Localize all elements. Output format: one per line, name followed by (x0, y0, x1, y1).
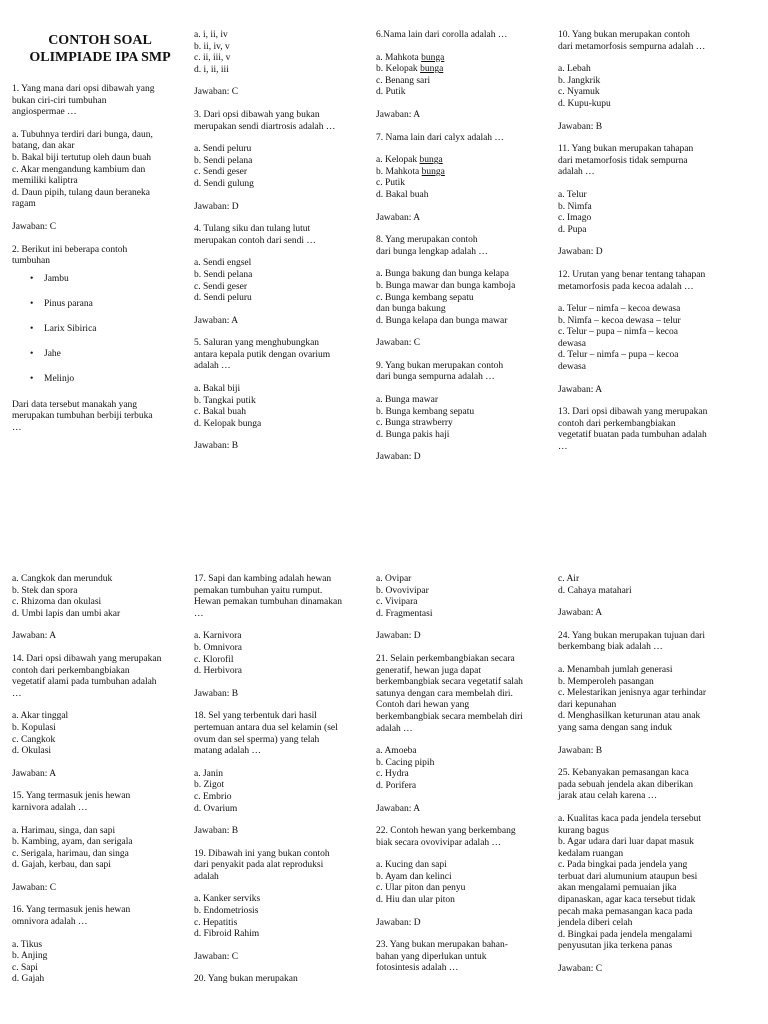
option: c. Benang sari (376, 75, 431, 86)
question-stem: 16. Yang termasuk jenis hewan (12, 905, 131, 916)
question-stem: angiospermae … (12, 107, 77, 118)
option: b. Bakal biji tertutup oleh daun buah (12, 152, 152, 163)
option: pecah maka pemasangan kaca pada (558, 906, 693, 917)
question-2 (12, 245, 188, 435)
option: a. Lebah (558, 64, 591, 75)
question-stem: satunya dengan cara membelah diri. (376, 688, 513, 699)
option: b. ii, iv, v (194, 41, 230, 52)
question-stem: 15. Yang termasuk jenis hewan (12, 791, 131, 802)
option: d. Fragmentasi (376, 608, 433, 619)
question-stem: 7. Nama lain dari calyx adalah … (376, 132, 504, 143)
option: d. Cahaya matahari (558, 585, 632, 596)
option: c. Sendi geser (194, 167, 248, 178)
column-4 (558, 574, 734, 976)
question-11 (558, 144, 734, 270)
option-text: b. Mahkota (376, 166, 422, 177)
question-stem: 23. Yang bukan merupakan bahan- (376, 940, 508, 951)
option: kurang bagus (558, 825, 609, 836)
option: a. Bakal biji (194, 384, 241, 395)
option: b. Cacing pipih (376, 757, 435, 768)
answer: Jawaban: A (558, 384, 603, 395)
question-15 (12, 791, 188, 905)
option: b. Nimfa (558, 201, 592, 212)
question-stem: fotosintesis adalah … (376, 963, 459, 974)
question-stem: bukan ciri-ciri tumbuhan (12, 95, 107, 106)
option: c. Embrio (194, 791, 232, 802)
option: c. Ular piton dan penyu (376, 883, 466, 894)
option: a. Amoeba (376, 746, 417, 757)
question-2-options (194, 30, 370, 110)
question-7 (376, 133, 552, 236)
answer: Jawaban: C (558, 964, 603, 975)
option: b. Zigot (194, 780, 225, 791)
question-stem: 4. Tulang siku dan tulang lutut (194, 224, 311, 235)
question-stem: 2. Berikut ini beberapa contoh (12, 244, 128, 255)
option: c. Nyamuk (558, 87, 600, 98)
option: a. Tubuhnya terdiri dari bunga, daun, (12, 129, 153, 140)
option: dan bunga bakung (376, 304, 446, 315)
option: b. Sendi pelana (194, 269, 253, 280)
option: terbuat dari alumunium ataupun besi (558, 871, 698, 882)
option: b. Bunga mawar dan bunga kamboja (376, 280, 516, 291)
question-23 (376, 940, 552, 975)
answer: Jawaban: A (376, 803, 421, 814)
question-stem: contoh dari perkembangbiakan (12, 665, 130, 676)
question-stem: Hewan pemakan tumbuhan dinamakan (194, 597, 342, 608)
option: d. Porifera (376, 780, 417, 791)
option: b. Ayam dan kelinci (376, 871, 452, 882)
option: b. Omnivora (194, 642, 243, 653)
question-5 (194, 338, 370, 453)
question-stem: 3. Dari opsi dibawah yang bukan (194, 109, 320, 120)
question-9 (376, 361, 552, 464)
question-stem: metamorfosis pada kecoa adalah … (558, 281, 694, 292)
option: d. Kelopak bunga (194, 418, 262, 429)
option: c. Klorofil (194, 654, 234, 665)
question-20-options (376, 574, 552, 654)
option: ragam (12, 199, 36, 210)
question-16 (12, 905, 188, 986)
question-24 (558, 631, 734, 768)
option: d. Putik (376, 87, 406, 98)
option: c. Cangkok (12, 734, 56, 745)
option: c. ii, iii, v (194, 53, 231, 64)
question-stem: 13. Dari opsi dibawah yang merupakan (558, 407, 708, 418)
option: d. Daun pipih, tulang daun beraneka (12, 187, 150, 198)
question-stem: 6.Nama lain dari corolla adalah … (376, 30, 508, 40)
question-stem: omnivora adalah … (12, 917, 88, 928)
option: d. Kupu-kupu (558, 98, 611, 109)
question-stem: … (12, 688, 22, 699)
question-stem: antara kepala putik dengan ovarium (194, 349, 331, 360)
question-stem: berkembang biak adalah … (558, 642, 663, 653)
option (376, 53, 552, 65)
option: a. Bunga bakung dan bunga kelapa (376, 269, 509, 280)
question-stem: bahan yang diperlukan untuk (376, 951, 487, 962)
question-stem: 14. Dari opsi dibawah yang merupakan (12, 653, 162, 664)
option: a. Kucing dan sapi (376, 860, 447, 871)
answer: Jawaban: A (376, 212, 421, 223)
question-stem: 24. Yang bukan merupakan tujuan dari (558, 630, 705, 641)
option: akan mengalami pemuaian jika (558, 883, 677, 894)
option: b. Ovovivipar (376, 585, 429, 596)
question-stem: 20. Yang bukan merupakan (194, 974, 298, 985)
answer: Jawaban: B (194, 441, 239, 452)
question-1 (12, 84, 188, 245)
option-text: a. Mahkota (376, 52, 422, 63)
question-stem: vegetatif buatan pada tumbuhan adalah (558, 430, 707, 441)
answer: Jawaban: D (376, 917, 421, 928)
underlined-word: bunga (421, 52, 445, 63)
answer: Jawaban: C (376, 338, 421, 349)
bullet-item: • Melinjo (32, 374, 188, 386)
question-stem: berkembangbiak secara membelah diri (376, 711, 523, 722)
column-2 (194, 574, 370, 986)
answer: Jawaban: B (194, 826, 239, 837)
option: a. Bunga mawar (376, 395, 438, 406)
question-stem: pertemuan antara dua sel kelamin (sel (194, 722, 338, 733)
question-stem: dari bunga lengkap adalah … (376, 246, 488, 257)
option: c. Pada bingkai pada jendela yang (558, 860, 688, 871)
option: d. Menghasilkan keturunan atau anak (558, 711, 701, 722)
question-stem: … (12, 422, 22, 433)
column-1 (12, 30, 188, 434)
question-stem: 21. Selain perkembangbiakan secara (376, 653, 515, 664)
question-stem: ovum dan sel sperma) yang telah (194, 734, 320, 745)
option: b. Jangkrik (558, 75, 601, 86)
option (376, 64, 552, 76)
question-stem: contoh dari perkembangbiakan (558, 418, 676, 429)
option: d. Bingkai pada jendela mengalami (558, 929, 693, 940)
question-stem: pada sebuah jendela akan diberikan (558, 779, 694, 790)
question-19 (194, 849, 370, 975)
question-13-options (12, 574, 188, 654)
question-13 (558, 407, 734, 453)
question-stem: 1. Yang mana dari opsi dibawah yang (12, 84, 155, 94)
answer: Jawaban: D (558, 247, 603, 258)
option: a. Karnivora (194, 631, 242, 642)
answer: Jawaban: C (12, 882, 57, 893)
option: dipanaskan, agar kaca tersebut tidak (558, 895, 696, 906)
question-stem: Dari data tersebut manakah yang (12, 399, 138, 410)
answer: Jawaban: A (376, 109, 421, 120)
question-stem: 5. Saluran yang menghubungkan (194, 338, 320, 349)
option: a. Menambah jumlah generasi (558, 664, 673, 675)
option: b. Bunga kembang sepatu (376, 406, 475, 417)
option: dari kepunahan (558, 699, 617, 710)
question-stem: 11. Yang bukan merupakan tahapan (558, 144, 694, 155)
option: d. Bunga pakis haji (376, 429, 450, 440)
option: c. Putik (376, 178, 406, 189)
question-25 (558, 768, 734, 976)
column-3 (376, 574, 552, 975)
question-14 (12, 654, 188, 791)
question-stem: matang adalah … (194, 746, 262, 757)
question-stem: 10. Yang bukan merupakan contoh (558, 30, 690, 40)
option: c. Telur – pupa – nimfa – kecoa (558, 327, 678, 338)
option: a. Telur (558, 189, 587, 200)
option: c. Akar mengandung kambium dan (12, 164, 146, 175)
option: b. Endometriosis (194, 906, 259, 917)
question-stem: generatif, hewan juga dapat (376, 665, 481, 676)
option: b. Sendi pelana (194, 155, 253, 166)
option (376, 167, 552, 179)
question-stem: 18. Sel yang terbentuk dari hasil (194, 711, 317, 722)
option: a. Akar tinggal (12, 711, 69, 722)
answer: Jawaban: C (12, 221, 57, 232)
question-stem: adalah … (558, 167, 595, 178)
column-3 (376, 30, 552, 464)
option: d. Okulasi (12, 746, 52, 757)
title-line: OLIMPIADE IPA SMP (29, 50, 171, 65)
option: d. Umbi lapis dan umbi akar (12, 608, 121, 619)
option: penyusutan jika terkena panas (558, 941, 673, 952)
option: c. Sendi geser (194, 281, 248, 292)
question-stem: Contoh dari hewan yang (376, 700, 470, 711)
question-8 (376, 235, 552, 361)
option: batang, dan akar (12, 141, 75, 152)
question-stem: dari bunga sempurna adalah … (376, 372, 495, 383)
option: b. Tangkai putik (194, 395, 256, 406)
question-stem: adalah (194, 871, 219, 882)
option: d. Gajah, kerbau, dan sapi (12, 860, 111, 871)
question-stem: adalah … (194, 361, 231, 372)
option: a. Cangkok dan merunduk (12, 574, 113, 584)
option: yang sama dengan sang induk (558, 722, 672, 733)
option: a. i, ii, iv (194, 30, 228, 40)
option: b. Nimfa – kecoa dewasa – telur (558, 315, 681, 326)
option: a. Telur – nimfa – kecoa dewasa (558, 304, 681, 315)
option: c. Air (558, 574, 580, 584)
option: a. Sendi peluru (194, 144, 252, 155)
option: dewasa (558, 362, 586, 373)
question-stem: 8. Yang merupakan contoh (376, 235, 478, 246)
question-stem: … (558, 442, 568, 453)
option: c. Rhizoma dan okulasi (12, 597, 102, 608)
option: d. Herbivora (194, 666, 243, 677)
option: d. Sendi gulung (194, 178, 254, 189)
option: a. Kualitas kaca pada jendela tersebut (558, 813, 701, 824)
option: d. Fibroid Rahim (194, 929, 260, 940)
answer: Jawaban: C (194, 87, 239, 98)
question-stem: … (194, 608, 204, 619)
option: c. Serigala, harimau, dan singa (12, 848, 129, 859)
option: b. Kopulasi (12, 722, 56, 733)
question-stem: tumbuhan (12, 256, 50, 267)
option: b. Agar udara dari luar dapat masuk (558, 837, 694, 848)
option: b. Memperoleh pasangan (558, 676, 654, 687)
question-stem: jarak atau celah karena … (558, 791, 658, 802)
option: c. Bunga strawberry (376, 418, 453, 429)
page-bottom-half (0, 574, 768, 1024)
option: b. Kambing, ayam, dan serigala (12, 837, 133, 848)
answer: Jawaban: B (194, 688, 239, 699)
column-1 (12, 574, 188, 986)
option: d. Hiu dan ular piton (376, 895, 455, 906)
page-top-half (0, 30, 768, 510)
question-stem: dari penyakit pada alat reproduksi (194, 860, 324, 871)
option: d. Bunga kelapa dan bunga mawar (376, 315, 508, 326)
question-stem: merupakan sendi diartrosis adalah … (194, 121, 336, 132)
option: a. Ovipar (376, 574, 412, 584)
question-22 (376, 826, 552, 940)
question-stem: vegetatif alami pada tumbuhan adalah (12, 677, 157, 688)
underlined-word: bunga (420, 64, 444, 75)
question-stem: 9. Yang bukan merupakan contoh (376, 360, 504, 371)
title-line: CONTOH SOAL (48, 33, 152, 48)
answer: Jawaban: D (194, 201, 239, 212)
answer: Jawaban: A (194, 315, 239, 326)
question-23-options (558, 574, 734, 631)
bullet-item: • Pinus parana (32, 299, 188, 311)
question-17 (194, 574, 370, 711)
option: d. Ovarium (194, 803, 238, 814)
option: kedalam ruangan (558, 848, 624, 859)
question-20 (194, 974, 370, 986)
option: a. Sendi engsel (194, 258, 252, 269)
option: d. Bakal buah (376, 189, 429, 200)
answer: Jawaban: B (558, 121, 603, 132)
question-stem: 12. Urutan yang benar tentang tahapan (558, 269, 706, 280)
option: c. Bunga kembang sepatu (376, 292, 474, 303)
option: a. Kanker serviks (194, 894, 261, 905)
answer: Jawaban: A (558, 608, 603, 619)
option: c. Hepatitis (194, 917, 238, 928)
option: d. Pupa (558, 224, 587, 235)
option-text: a. Kelopak (376, 155, 420, 166)
question-10 (558, 30, 734, 144)
question-3 (194, 110, 370, 224)
question-stem: 17. Sapi dan kambing adalah hewan (194, 574, 332, 584)
column-2 (194, 30, 370, 453)
bullet-list (12, 274, 188, 386)
question-stem: berkembangbiak secara vegetatif salah (376, 677, 523, 688)
option: b. Anjing (12, 951, 48, 962)
column-4 (558, 30, 734, 454)
question-stem: biak secara ovovivipar adalah … (376, 837, 502, 848)
answer: Jawaban: A (12, 768, 57, 779)
option: c. Melestarikan jenisnya agar terhindar (558, 688, 706, 699)
option (376, 155, 552, 167)
answer: Jawaban: A (12, 631, 57, 642)
question-stem: merupakan contoh dari sendi … (194, 235, 316, 246)
option: dewasa (558, 338, 586, 349)
option: jendela diberi celah (558, 918, 633, 929)
option: memiliki kaliptra (12, 176, 78, 187)
question-18 (194, 711, 370, 848)
option: c. Vivipara (376, 597, 418, 608)
option: d. Telur – nimfa – pupa – kecoa (558, 350, 679, 361)
option: a. Janin (194, 768, 224, 779)
option: d. Gajah (12, 974, 45, 985)
question-stem: 19. Dibawah ini yang bukan contoh (194, 848, 330, 859)
answer: Jawaban: B (558, 745, 603, 756)
option: c. Sapi (12, 962, 38, 973)
answer: Jawaban: D (376, 631, 421, 642)
bullet-item: • Larix Sibirica (32, 324, 188, 336)
answer: Jawaban: D (376, 452, 421, 463)
question-stem: merupakan tumbuhan berbiji terbuka (12, 411, 153, 422)
option: c. Bakal buah (194, 407, 246, 418)
question-4 (194, 224, 370, 338)
option: a. Tikus (12, 939, 43, 950)
option: b. Stek dan spora (12, 585, 78, 596)
option: a. Harimau, singa, dan sapi (12, 825, 116, 836)
underlined-word: bunga (419, 155, 443, 166)
option-text: b. Kelopak (376, 64, 421, 75)
document-title (12, 32, 188, 66)
question-12 (558, 270, 734, 407)
question-stem: 22. Contoh hewan yang berkembang (376, 826, 516, 837)
option: c. Hydra (376, 769, 409, 780)
answer: Jawaban: C (194, 951, 239, 962)
question-21 (376, 654, 552, 826)
question-stem: karnivora adalah … (12, 802, 88, 813)
question-stem: 25. Kebanyakan pemasangan kaca (558, 768, 689, 779)
question-stem: dari metamorfosis tidak sempurna (558, 155, 688, 166)
option: c. Imago (558, 213, 592, 224)
bullet-item: • Jahe (32, 349, 188, 361)
bullet-item: • Jambu (32, 274, 188, 286)
question-stem: pemakan tumbuhan yaitu rumput. (194, 585, 323, 596)
question-6 (376, 30, 552, 133)
underlined-word: bunga (421, 166, 445, 177)
question-stem: dari metamorfosis sempurna adalah … (558, 41, 706, 52)
option: d. i, ii, iii (194, 64, 229, 75)
option: d. Sendi peluru (194, 293, 252, 304)
question-stem: adalah … (376, 723, 413, 734)
